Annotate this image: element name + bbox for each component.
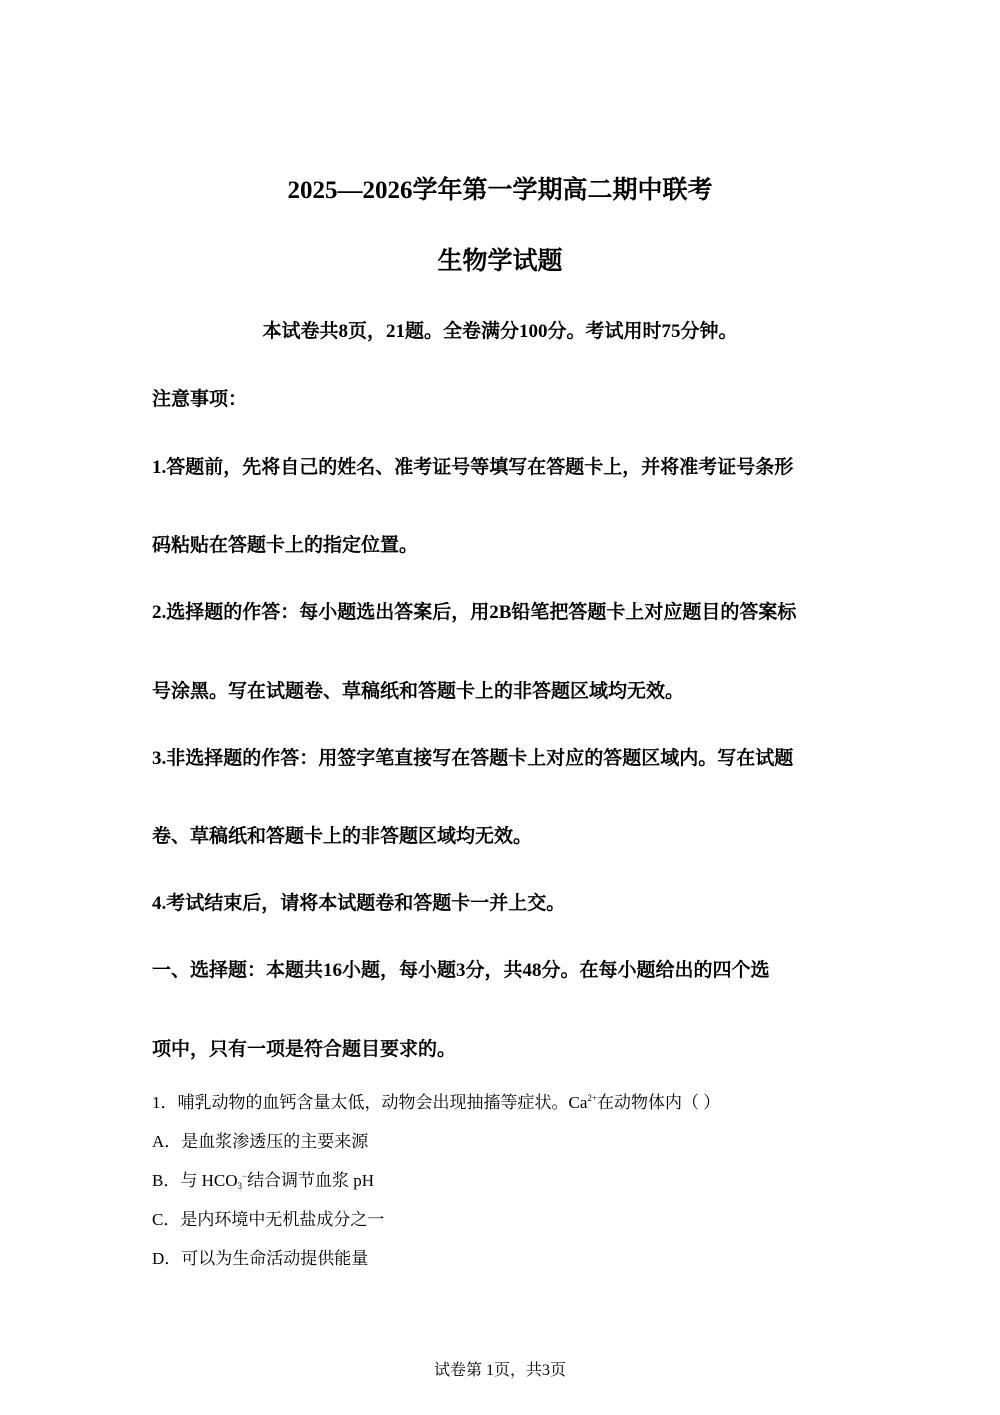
option-a: A．是血浆渗透压的主要来源: [152, 1132, 369, 1151]
subject-title: 生物学试题: [437, 248, 563, 275]
section-heading-line-1: 一、选择题：本题共16小题，每小题3分，共48分。在每小题给出的四个选: [152, 960, 770, 981]
note-item-1-line-2: 码粘贴在答题卡上的指定位置。: [152, 535, 419, 556]
question-1-stem: [152, 1088, 720, 1113]
bicarbonate-charge: −: [241, 1171, 248, 1181]
page-footer: 试卷第 1页，共3页: [433, 1362, 566, 1379]
option-b-text: B．与 HCO: [152, 1171, 238, 1190]
note-item-4: 4.考试结束后，请将本试题卷和答题卡一并上交。: [152, 893, 566, 914]
note-item-3-line-1: 3.非选择题的作答：用签字笔直接写在答题卡上对应的答题区域内。写在试题: [152, 748, 794, 769]
question-1-stem-tail: 在动物体内（ ）: [596, 1093, 721, 1112]
option-d: D．可以为生命活动提供能量: [152, 1249, 369, 1268]
note-item-2-line-2: 号涂黑。写在试题卷、草稿纸和答题卡上的非答题区域均无效。: [152, 681, 685, 702]
calcium-charge: 2+: [587, 1093, 597, 1103]
exam-summary: 本试卷共8页，21题。全卷满分100分。考试用时75分钟。: [262, 321, 738, 342]
note-item-3-line-2: 卷、草稿纸和答题卡上的非答题区域均无效。: [152, 826, 533, 847]
option-b: [152, 1166, 374, 1191]
option-b-tail: 结合调节血浆 pH: [247, 1171, 375, 1190]
section-heading-line-2: 项中，只有一项是符合题目要求的。: [152, 1039, 457, 1060]
note-item-1-line-1: 1.答题前，先将自己的姓名、准考证号等填写在答题卡上，并将准考证号条形: [152, 457, 794, 478]
notes-heading: 注意事项：: [152, 389, 248, 410]
exam-title: 2025—2026学年第一学期高二期中联考: [287, 177, 713, 204]
question-1-stem-text: 1．哺乳动物的血钙含量太低，动物会出现抽搐等症状。Ca: [152, 1093, 588, 1112]
bicarbonate-subscript: 3: [237, 1181, 242, 1191]
note-item-2-line-1: 2.选择题的作答：每小题选出答案后，用2B铅笔把答题卡上对应题目的答案标: [152, 602, 797, 623]
option-c: C．是内环境中无机盐成分之一: [152, 1210, 385, 1229]
